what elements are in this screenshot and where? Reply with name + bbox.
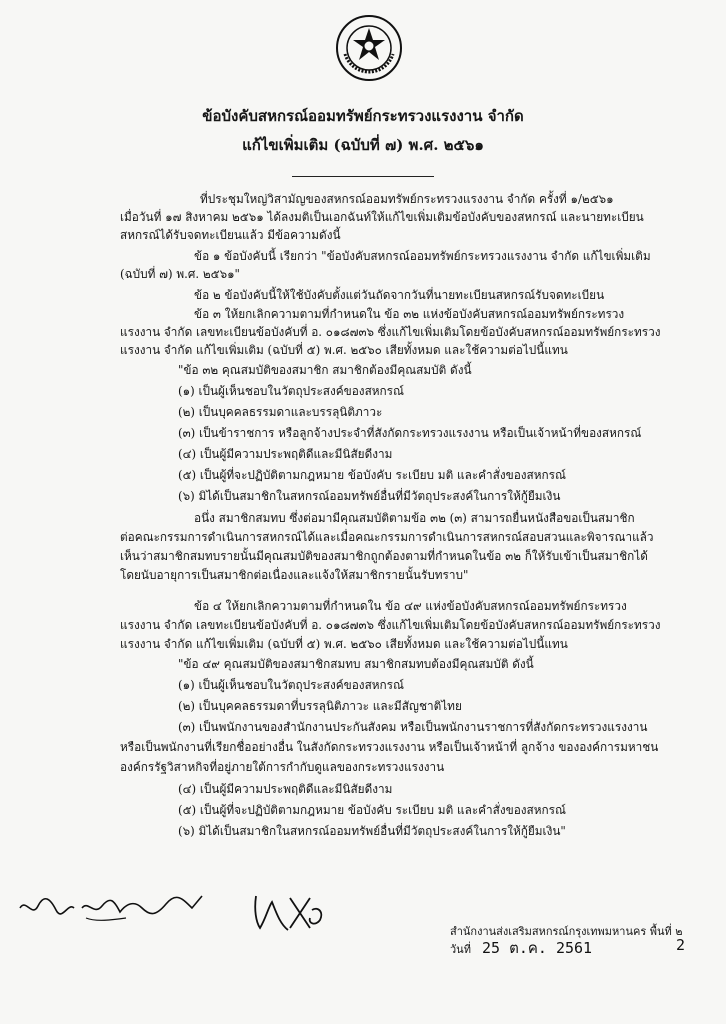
document-title-line1: ข้อบังคับสหกรณ์ออมทรัพย์กระทรวงแรงงาน จำกัด [202, 107, 524, 125]
body-line: ข้อ ๓ ให้ยกเลิกความตามที่กำหนดใน ข้อ ๓๒ แห่งข้อบังคับสหกรณ์ออมทรัพย์กระทรวง [194, 307, 625, 321]
stamp-suffix: 2 [676, 936, 686, 954]
list-item: (๖) มิได้เป็นสมาชิกในสหกรณ์ออมทรัพย์อื่นที่มีวัตถุประสงค์ในการให้กู้ยืมเงิน" [178, 824, 566, 838]
list-item: (๔) เป็นผู้มีความประพฤติดีและมีนิสัยดีงาม [178, 447, 393, 461]
body-line: เห็นว่าสมาชิกสมทบรายนั้นมีคุณสมบัติของสมาชิกถูกต้องตามที่กำหนดในข้อ ๓๒ ก็ให้รับเข้าเป็นสมาชิกได้ [120, 549, 648, 563]
list-item: (๕) เป็นผู้ที่จะปฏิบัติตามกฎหมาย ข้อบังคับ ระเบียบ มติ และคำสั่งของสหกรณ์ [178, 468, 566, 482]
stamp-date-label: วันที่ [450, 943, 471, 956]
list-item: (๑) เป็นผู้เห็นชอบในวัตถุประสงค์ของสหกรณ์ [178, 384, 404, 398]
list-item: (๓) เป็นข้าราชการ หรือลูกจ้างประจำที่สังกัดกระทรวงแรงงาน หรือเป็นเจ้าหน้าที่ของสหกรณ์ [178, 426, 642, 440]
body-line: โดยนับอายุการเป็นสมาชิกต่อเนื่องและแจ้งให้สมาชิกรายนั้นรับทราบ" [120, 568, 469, 582]
title-divider [292, 176, 434, 177]
body-line: สหกรณ์ได้รับจดทะเบียนแล้ว มีข้อความดังนี้ [120, 228, 341, 242]
body-line: ข้อ ๒ ข้อบังคับนี้ให้ใช้บังคับตั้งแต่วันถัดจากวันที่นายทะเบียนสหกรณ์รับจดทะเบียน [194, 288, 605, 302]
body-line: ข้อ ๑ ข้อบังคับนี้ เรียกว่า "ข้อบังคับสหกรณ์ออมทรัพย์กระทรวงแรงงาน จำกัด แก้ไขเพิ่มเติม [194, 249, 651, 263]
body-line: ที่ประชุมใหญ่วิสามัญของสหกรณ์ออมทรัพย์กระทรวงแรงงาน จำกัด ครั้งที่ ๑/๒๕๖๑ [200, 192, 614, 206]
body-line: "ข้อ ๓๒ คุณสมบัติของสมาชิก สมาชิกต้องมีคุณสมบัติ ดังนี้ [178, 363, 472, 377]
list-item: (๒) เป็นบุคคลธรรมดาและบรรลุนิติภาวะ [178, 405, 383, 419]
received-stamp [446, 920, 716, 966]
body-line: (ฉบับที่ ๗) พ.ศ. ๒๕๖๑" [120, 267, 240, 281]
list-item: (๕) เป็นผู้ที่จะปฏิบัติตามกฎหมาย ข้อบังคับ ระเบียบ มติ และคำสั่งของสหกรณ์ [178, 803, 566, 817]
body-line: อนึ่ง สมาชิกสมทบ ซึ่งต่อมามีคุณสมบัติตามข้อ ๓๒ (๓) สามารถยื่นหนังสือขอเป็นสมาชิก [194, 511, 635, 525]
body-line: แรงงาน จำกัด แก้ไขเพิ่มเติม (ฉบับที่ ๕) พ.ศ. ๒๕๖๐ เสียทั้งหมด และใช้ความต่อไปนี้แทน [120, 637, 568, 651]
list-item: (๖) มิได้เป็นสมาชิกในสหกรณ์ออมทรัพย์อื่นที่มีวัตถุประสงค์ในการให้กู้ยืมเงิน [178, 489, 561, 503]
signature-middle-icon [250, 888, 340, 938]
body-line: หรือเป็นพนักงานที่เรียกชื่ออย่างอื่น ในสังกัดกระทรวงแรงงาน หรือเป็นเจ้าหน้าที่ ลูกจ้าง ขององค์การมหาชน [120, 740, 659, 754]
document-title-line2: แก้ไขเพิ่มเติม (ฉบับที่ ๗) พ.ศ. ๒๕๖๑ [242, 136, 484, 154]
body-line: แรงงาน จำกัด เลขทะเบียนข้อบังคับที่ อ. ๐๑๘๗๓๖ ซึ่งแก้ไขเพิ่มเติมโดยข้อบังคับสหกรณ์ออมทรัพย์กระทรวง [120, 618, 661, 632]
body-line: แรงงาน จำกัด แก้ไขเพิ่มเติม (ฉบับที่ ๕) พ.ศ. ๒๕๖๐ เสียทั้งหมด และใช้ความต่อไปนี้แทน [120, 343, 568, 357]
body-line: ต่อคณะกรรมการดำเนินการสหกรณ์ได้และเมื่อคณะกรรมการดำเนินการสหกรณ์สอบสวนและพิจารณาแล้ว [120, 530, 654, 544]
list-item: (๓) เป็นพนักงานของสำนักงานประกันสังคม หรือเป็นพนักงานราชการที่สังกัดกระทรวงแรงงาน [178, 720, 648, 734]
list-item: (๔) เป็นผู้มีความประพฤติดีและมีนิสัยดีงาม [178, 782, 393, 796]
list-item: (๒) เป็นบุคคลธรรมดาที่บรรลุนิติภาวะ และมีสัญชาติไทย [178, 699, 462, 713]
signature-left-icon [16, 878, 216, 928]
body-line: "ข้อ ๔๙ คุณสมบัติของสมาชิกสมทบ สมาชิกสมทบต้องมีคุณสมบัติ ดังนี้ [178, 657, 534, 671]
body-line: แรงงาน จำกัด เลขทะเบียนข้อบังคับที่ อ. ๐๑๘๗๓๖ ซึ่งแก้ไขเพิ่มเติมโดยข้อบังคับสหกรณ์ออมทรัพย์กระทรวง [120, 325, 661, 339]
body-line: เมื่อวันที่ ๑๗ สิงหาคม ๒๕๖๑ ได้ลงมติเป็นเอกฉันท์ให้แก้ไขเพิ่มเติมข้อบังคับของสหกรณ์ และนายทะเบียน [120, 210, 644, 224]
stamp-office-name: สำนักงานส่งเสริมสหกรณ์กรุงเทพมหานคร พื้นที่ ๒ [450, 925, 683, 938]
cooperative-seal-icon [335, 14, 403, 82]
stamp-date-value: 25 ต.ค. 2561 [482, 939, 593, 957]
list-item: (๑) เป็นผู้เห็นชอบในวัตถุประสงค์ของสหกรณ์ [178, 678, 404, 692]
body-line: องค์กรรัฐวิสาหกิจที่อยู่ภายใต้การกำกับดูแลของกระทรวงแรงงาน [120, 760, 445, 774]
body-line: ข้อ ๔ ให้ยกเลิกความตามที่กำหนดใน ข้อ ๔๙ แห่งข้อบังคับสหกรณ์ออมทรัพย์กระทรวง [194, 599, 627, 613]
